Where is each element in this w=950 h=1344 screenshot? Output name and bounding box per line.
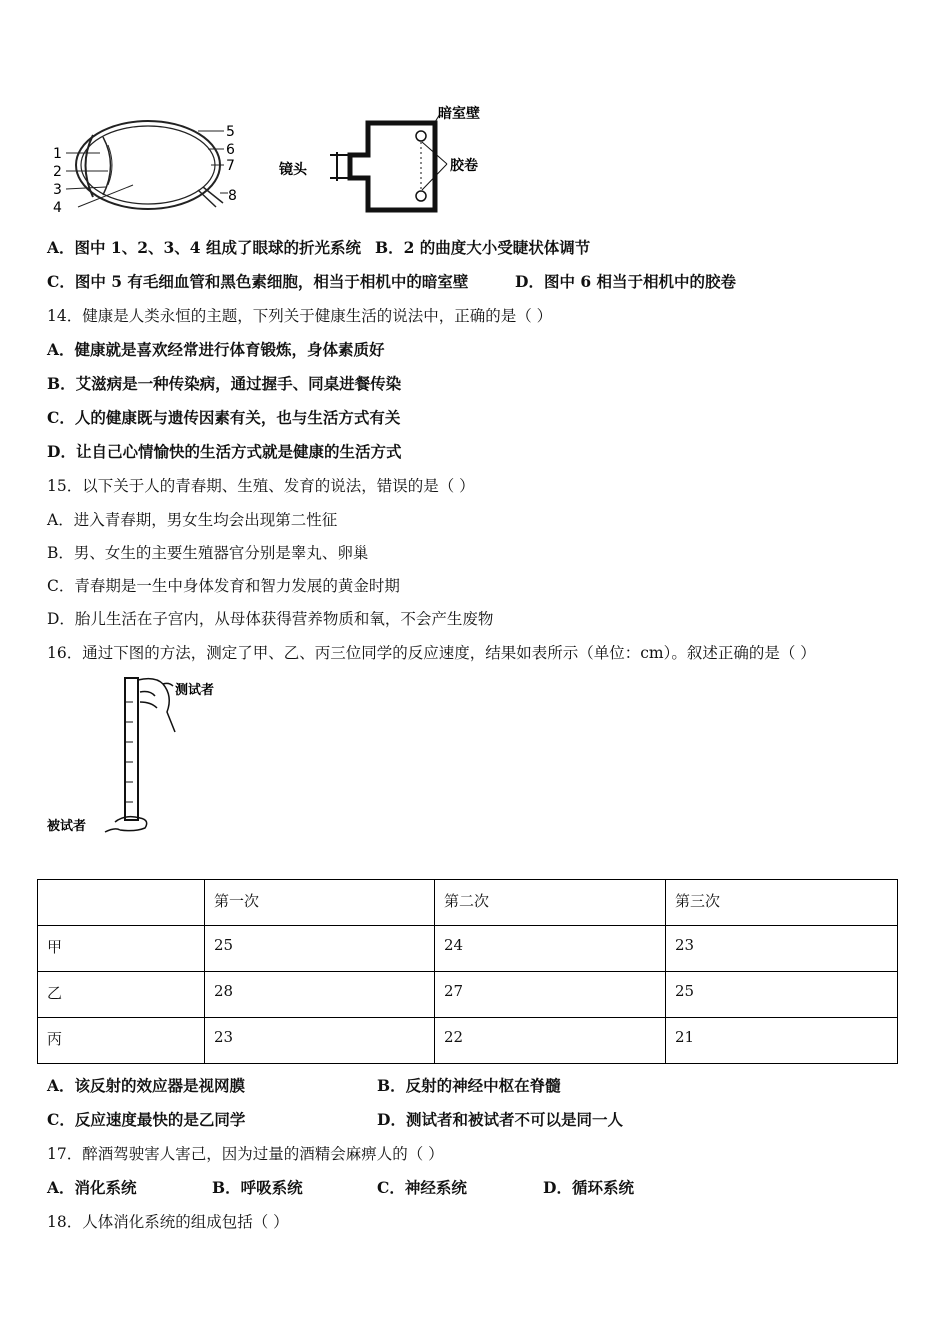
eye-label-1: 1 (53, 146, 62, 162)
table-cell: 甲 (38, 926, 205, 972)
eye-label-3: 3 (53, 182, 62, 198)
table-header-cell: 第二次 (435, 880, 666, 926)
tester-label: 测试者 (175, 683, 215, 698)
eye-label-5: 5 (226, 124, 235, 140)
q13-option-c[interactable]: C．图中 5 有毛细血管和黑色素细胞，相当于相机中的暗室壁 (47, 272, 469, 291)
table-cell: 乙 (38, 972, 205, 1018)
q14-option-b[interactable]: B．艾滋病是一种传染病，通过握手、同桌进餐传染 (47, 374, 402, 393)
q15-option-a[interactable]: A．进入青春期，男女生均会出现第二性征 (47, 511, 338, 529)
q13-option-d[interactable]: D．图中 6 相当于相机中的胶卷 (515, 272, 737, 291)
table-cell: 25 (205, 926, 435, 972)
q15-option-d[interactable]: D．胎儿生活在子宫内，从母体获得营养物质和氧，不会产生废物 (47, 610, 494, 628)
eye-label-4: 4 (53, 200, 62, 216)
q15-option-c[interactable]: C．青春期是一生中身体发育和智力发展的黄金时期 (47, 577, 400, 595)
table-cell: 丙 (38, 1018, 205, 1064)
table-cell: 21 (666, 1018, 898, 1064)
q14-option-c[interactable]: C．人的健康既与遗传因素有关，也与生活方式有关 (47, 408, 401, 427)
q18-stem: 18．人体消化系统的组成包括（ ） (47, 1213, 289, 1231)
q17-option-a[interactable]: A．消化系统 (47, 1178, 137, 1197)
q16-option-a[interactable]: A．该反射的效应器是视网膜 (47, 1076, 246, 1095)
eye-diagram (48, 115, 248, 220)
q13-option-b[interactable]: B．2 的曲度大小受睫状体调节 (375, 238, 591, 257)
q14-option-a[interactable]: A．健康就是喜欢经常进行体育锻炼，身体素质好 (47, 340, 385, 359)
camera-lens-label: 镜头 (279, 162, 307, 178)
eye-label-7: 7 (226, 158, 235, 174)
camera-film-label: 胶卷 (450, 158, 478, 174)
camera-diagram (275, 100, 505, 218)
table-header-cell: 第三次 (666, 880, 898, 926)
table-cell: 25 (666, 972, 898, 1018)
eye-label-6: 6 (226, 142, 235, 158)
q17-option-d[interactable]: D．循环系统 (543, 1178, 634, 1197)
subject-label: 被试者 (47, 819, 87, 834)
q17-stem: 17．醉酒驾驶害人害己，因为过量的酒精会麻痹人的（ ） (47, 1145, 444, 1163)
table-cell: 22 (435, 1018, 666, 1064)
camera-wall-label: 暗室壁 (438, 106, 480, 122)
eye-label-2: 2 (53, 164, 62, 180)
q16-stem: 16．通过下图的方法，测定了甲、乙、丙三位同学的反应速度，结果如表所示（单位：cm）。叙述正确的是（ ） (47, 644, 816, 662)
q14-stem: 14．健康是人类永恒的主题，下列关于健康生活的说法中，正确的是（ ） (47, 307, 553, 325)
q15-stem: 15．以下关于人的青春期、生殖、发育的说法，错误的是（ ） (47, 477, 475, 495)
q17-option-c[interactable]: C．神经系统 (377, 1178, 467, 1197)
q16-option-b[interactable]: B．反射的神经中枢在脊髓 (377, 1076, 561, 1095)
q13-option-a[interactable]: A．图中 1、2、3、4 组成了眼球的折光系统 (47, 238, 361, 257)
q17-option-b[interactable]: B．呼吸系统 (212, 1178, 303, 1197)
table-header-cell: 第一次 (205, 880, 435, 926)
q15-option-b[interactable]: B．男、女生的主要生殖器官分别是睾丸、卵巢 (47, 544, 369, 562)
table-cell: 23 (205, 1018, 435, 1064)
table-cell: 28 (205, 972, 435, 1018)
table-cell: 27 (435, 972, 666, 1018)
table-cell: 23 (666, 926, 898, 972)
q16-option-d[interactable]: D．测试者和被试者不可以是同一人 (377, 1110, 623, 1129)
ruler-test-diagram (45, 672, 245, 842)
table-cell: 24 (435, 926, 666, 972)
eye-label-8: 8 (228, 188, 237, 204)
table-row (38, 972, 898, 1018)
table-row (38, 926, 898, 972)
q16-option-c[interactable]: C．反应速度最快的是乙同学 (47, 1110, 246, 1129)
table-header-cell (38, 880, 205, 926)
q14-option-d[interactable]: D．让自己心情愉快的生活方式就是健康的生活方式 (47, 442, 402, 461)
table-row (38, 1018, 898, 1064)
reaction-result-table (37, 879, 898, 1064)
table-header-row (38, 880, 898, 926)
